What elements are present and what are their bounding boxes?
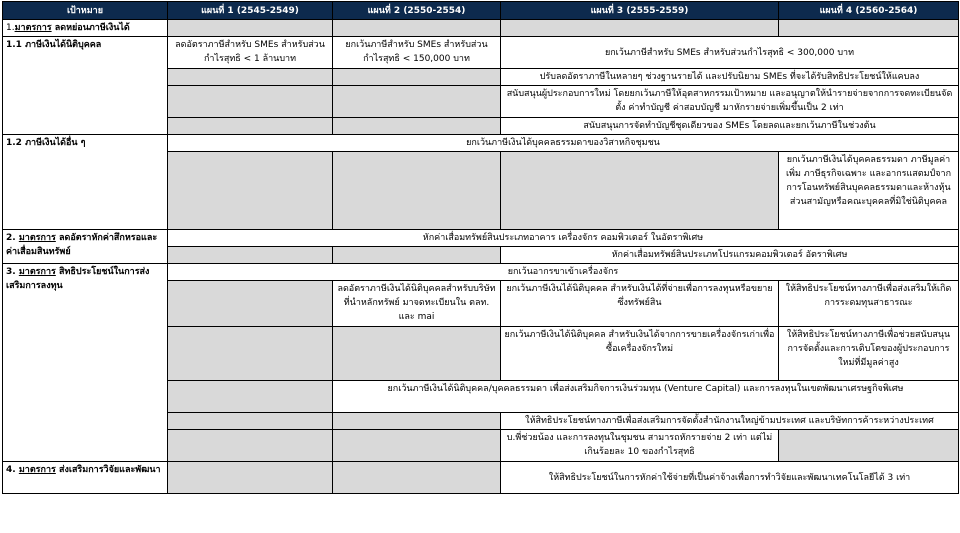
cell-1-2-row-1: ยกเว้นภาษีเงินได้บุคคลธรรมดาของวิสาหกิจชุมชน <box>168 135 959 152</box>
section-3-title: 3. มาตรการ สิทธิประโยชน์ในการส่งเสริมการลงทุน <box>3 264 168 462</box>
cell-1-1-plan-3-4: ยกเว้นภาษีสำหรับ SMEs สำหรับส่วนกำไรสุทธิ < 300,000 บาท <box>501 37 959 69</box>
cell-1-1-plan-2: ยกเว้นภาษีสำหรับ SMEs สำหรับส่วนกำไรสุทธิ < 150,000 บาท <box>333 37 501 69</box>
header-row <box>3 2 959 20</box>
section-1-2-title: 1.2 ภาษีเงินได้อื่น ๆ <box>3 135 168 230</box>
cell-3-row-5: ให้สิทธิประโยชน์ทางภาษีเพื่อส่งเสริมการจัดตั้งสำนักงานใหญ่ข้ามประเทศ และบริษัทการค้าระหว่างประเทศ <box>501 413 959 430</box>
cell-1-2-plan-4: ยกเว้นภาษีเงินได้บุคคลธรรมดา ภาษีมูลค่าเพิ่ม ภาษีธุรกิจเฉพาะ และอากรแสตมป์จากการโอนทรัพย์สินบุคคลธรรมดาและห้างหุ้นส่วนสามัญหรือคณะบุคคลที่มิใช่นิติบุคคล <box>779 152 959 230</box>
cell-3-row-3-plan-3: ยกเว้นภาษีเงินได้นิติบุคคล สำหรับเงินได้จากการขายเครื่องจักรเก่าเพื่อซื้อเครื่องจักรใหม่ <box>501 327 779 381</box>
cell-3-row-6-plan-3: บ.พี่ช่วยน้อง และการลงทุนในชุมชน สามารถหักรายจ่าย 2 เท่า แต่ไม่เกินร้อยละ 10 ของกำไรสุทธิ <box>501 430 779 462</box>
cell-3-row-2-plan-2: ลดอัตราภาษีเงินได้นิติบุคคลสำหรับบริษัทที่นำหลักทรัพย์ มาจดทะเบียนใน ตลท. และ mai <box>333 281 501 327</box>
cell-1-1-plan-1: ลดอัตราภาษีสำหรับ SMEs สำหรับส่วนกำไรสุทธิ < 1 ล้านบาท <box>168 37 333 69</box>
table-row <box>3 230 959 247</box>
cell-1-1-row-4: สนับสนุนการจัดทำบัญชีชุดเดียวของ SMEs โดยลดและยกเว้นภาษีในช่วงต้น <box>501 118 959 135</box>
cell-3-row-3-plan-4: ให้สิทธิประโยชน์ทางภาษีเพื่อช่วยสนับสนุนการจัดตั้งและการเติบโตของผู้ประกอบการใหม่ที่มีมูลค่าสูง <box>779 327 959 381</box>
cell-1-1-row-3: สนับสนุนผู้ประกอบการใหม่ โดยยกเว้นภาษีให้อุตสาหกรรมเป้าหมาย และอนุญาตให้นำรายจ่ายจากการจดทะเบียนจัดตั้ง ค่าทำบัญชี ค่าสอบบัญชี มาหักรายจ่ายเพิ่มขึ้นเป็น 2 เท่า <box>501 86 959 118</box>
table-row <box>3 462 959 494</box>
table-row <box>3 20 959 37</box>
table-row <box>3 135 959 152</box>
table-row <box>3 37 959 69</box>
cell-1-1-row-2: ปรับลดอัตราภาษีในหลายๆ ช่วงฐานรายได้ และปรับนิยาม SMEs ที่จะได้รับสิทธิประโยชน์ให้แคบลง <box>501 69 959 86</box>
tax-measures-table <box>2 1 959 494</box>
section-1-1-title: 1.1 ภาษีเงินได้นิติบุคคล <box>3 37 168 135</box>
cell-2-row-2: หักค่าเสื่อมทรัพย์สินประเภทโปรแกรมคอมพิวเตอร์ อัตราพิเศษ <box>501 247 959 264</box>
cell-3-row-2-plan-3: ยกเว้นภาษีเงินได้นิติบุคคล สำหรับเงินได้ที่จ่ายเพื่อการลงทุนหรือขยายซึ่งทรัพย์สิน <box>501 281 779 327</box>
cell-3-row-1: ยกเว้นอากรขาเข้าเครื่องจักร <box>168 264 959 281</box>
header-plan-4: แผนที่ 4 (2560-2564) <box>779 2 959 20</box>
header-plan-2: แผนที่ 2 (2550-2554) <box>333 2 501 20</box>
table-row <box>3 264 959 281</box>
header-goal: เป้าหมาย <box>3 2 168 20</box>
section-2-title: 2. มาตรการ ลดอัตราหักค่าสึกหรอและค่าเสื่อมสินทรัพย์ <box>3 230 168 264</box>
cell-4-row-1: ให้สิทธิประโยชน์ในการหักค่าใช้จ่ายที่เป็นค่าจ้างเพื่อการทำวิจัยและพัฒนาเทคโนโลยีได้ 3 เท่า <box>501 462 959 494</box>
header-plan-3: แผนที่ 3 (2555-2559) <box>501 2 779 20</box>
section-1-title: 1.มาตรการ ลดหย่อนภาษีเงินได้ <box>3 20 168 37</box>
section-4-title: 4. มาตรการ ส่งเสริมการวิจัยและพัฒนา <box>3 462 168 494</box>
cell-2-row-1: หักค่าเสื่อมทรัพย์สินประเภทอาคาร เครื่องจักร คอมพิวเตอร์ ในอัตราพิเศษ <box>168 230 959 247</box>
cell-3-row-4: ยกเว้นภาษีเงินได้นิติบุคคล/บุคคลธรรมดา เพื่อส่งเสริมกิจการเงินร่วมทุน (Venture Capital) และการลงทุนในเขตพัฒนาเศรษฐกิจพิเศษ <box>333 381 959 413</box>
cell-3-row-2-plan-4: ให้สิทธิประโยชน์ทางภาษีเพื่อส่งเสริมให้เกิดการระดมทุนสาธารณะ <box>779 281 959 327</box>
header-plan-1: แผนที่ 1 (2545-2549) <box>168 2 333 20</box>
